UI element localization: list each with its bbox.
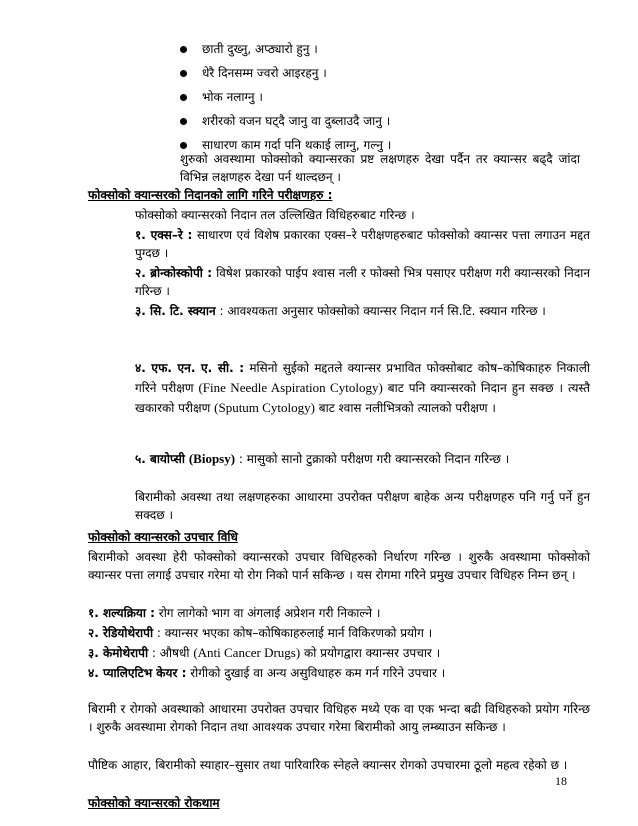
item-label: १. शल्यक्रिया : bbox=[88, 606, 155, 620]
page-number: 18 bbox=[555, 774, 567, 788]
diagnosis-heading: फोक्सोको क्यान्सरको निदानको लागि गरिने परीक्षणहरु : bbox=[88, 188, 333, 202]
treatment-heading: फोक्सोको क्यान्सरको उपचार विधि bbox=[88, 530, 238, 544]
bullet-icon bbox=[180, 94, 187, 101]
item-label: ३. केमोथेरापी bbox=[88, 646, 149, 660]
biopsy-item: ५. बायोप्सी (Biopsy) : मासुको सानो टुक्राको परीक्षण गरी क्यान्सरको निदान गरिन्छ । bbox=[135, 451, 510, 466]
diagnosis-closing: बिरामीको अवस्था तथा लक्षणहरुका आधारमा उपरोक्त परीक्षण बाहेक अन्य परीक्षणहरु पनि गर्नु पर्ने हुन सक्दछ । bbox=[135, 490, 590, 522]
treatment-intro: बिरामीको अवस्था हेरी फोक्सोको क्यान्सरको उपचार विधिहरुको निर्धारण गरिन्छ । शुरुकै अवस्थामा फोक्सोको क्यान्सर पत्ता लगाई उपचार गरेमा यो रोग निको पार्न सकिन्छ । यस रोगमा गरिने प्रमुख उपचार विधिहरु निम्न छन् । bbox=[88, 550, 590, 582]
treatment-paragraph: बिरामी र रोगको अवस्थाको आधारमा उपरोक्त उपचार विधिहरु मध्ये एक वा एक भन्दा बढी विधिहरुको प्रयोग गरिन्छ । शुरुकै अवस्थामा रोगको निदान तथा आवश्यक उपचार गरेमा बिरामीको आयु लम्ब्याउन सकिन्छ । bbox=[88, 702, 590, 734]
symptom-list bbox=[180, 40, 620, 154]
bullet-icon bbox=[180, 118, 187, 125]
list-item: साधारण काम गर्दा पनि थकाई लाग्नु, गल्नु । bbox=[180, 136, 620, 154]
item-label: १. एक्स–रे : bbox=[135, 228, 193, 242]
list-item: भोक नलाग्नु । bbox=[180, 88, 620, 106]
prevention-heading: फोक्सोको क्यान्सरको रोकथाम bbox=[88, 796, 220, 810]
treatment-item: १. शल्यक्रिया : रोग लागेको भाग वा अंगलाई अप्रेशन गरी निकाल्ने । bbox=[88, 606, 381, 620]
item-label: २. रेडियोथेरापी bbox=[88, 626, 154, 640]
bullet-icon bbox=[180, 70, 187, 77]
diagnosis-item bbox=[135, 226, 590, 262]
item-label: ४. एफ. एन. ए. सी. : bbox=[135, 361, 245, 375]
list-item: शरीरको वजन घट्दै जानु वा दुब्लाउदै जानु । bbox=[180, 112, 620, 130]
treatment-item: ३. केमोथेरापी : औषधी (Anti Cancer Drugs) को प्रयोगद्वारा क्यान्सर उपचार । bbox=[88, 645, 441, 660]
diagnosis-item bbox=[135, 264, 590, 300]
item-label: ३. सि. टि. स्क्यान bbox=[135, 304, 216, 318]
diagnosis-item bbox=[135, 302, 590, 320]
treatment-item: २. रेडियोथेरापी : क्यान्सर भएका कोष–कोषिकाहरुलाई मार्न विकिरणको प्रयोग । bbox=[88, 626, 433, 640]
bullet-icon bbox=[180, 46, 187, 53]
diagnosis-intro: फोक्सोको क्यान्सरको निदान तल उल्लिखित विधिहरुबाट गरिन्छ । bbox=[135, 208, 415, 222]
item-text: : आवश्यकता अनुसार फोक्सोको क्यान्सर निदान गर्न सि.टि. स्क्यान गरिन्छ । bbox=[219, 304, 546, 318]
treatment-item: ४. प्यालिएटिभ केयर : रोगीको दुखाई वा अन्य असुविधाहरु कम गर्न गरिने उपचार । bbox=[88, 666, 446, 680]
intro-paragraph: शुरुको अवस्थामा फोक्सोको क्यान्सरका प्रष्ट लक्षणहरु देखा पर्दैन तर क्यान्सर बढ्दै जांदा विभिन्न लक्षणहरु देखा पर्न थाल्दछन् । bbox=[180, 152, 580, 184]
item-text: साधारण एवं विशेष प्रकारका एक्स–रे परीक्षणहरुबाट फोक्सोको क्यान्सर पत्ता लगाउन मद्दत पुग्दछ । bbox=[135, 228, 590, 260]
fna-item: ४. एफ. एन. ए. सी. : मसिनो सुईको मद्दतले क्यान्सर प्रभावित फोक्सोबाट कोष–कोषिकाहरु निकाली गरिने परीक्षण (Fine Needle Aspiration Cytology) बाट पनि क्यान्सरको निदान हुन सक्छ । त्यस्तै खकारको परीक्षण (Sputum Cytology) बाट श्वास नलीभित्रको त्यालको परीक्षण । bbox=[135, 361, 590, 415]
bullet-icon bbox=[180, 142, 187, 149]
item-text: विषेश प्रकारको पाईप श्वास नली र फोक्सो भित्र पसाएर परीक्षण गरी क्यान्सरको निदान गरिन्छ । bbox=[135, 266, 590, 298]
list-item: धेरै दिनसम्म ज्वरो आइरहनु । bbox=[180, 64, 620, 82]
item-label: २. ब्रोन्कोस्कोपी : bbox=[135, 266, 213, 280]
nutrition-paragraph: पौष्टिक आहार, बिरामीको स्याहार–सुसार तथा पारिवारिक स्नेहले क्यान्सर रोगको उपचारमा ठूलो महत्व रहेको छ । bbox=[88, 758, 568, 772]
item-label: ४. प्यालिएटिभ केयर : bbox=[88, 666, 187, 680]
item-label: ५. बायोप्सी bbox=[135, 452, 185, 466]
list-item: छाती दुख्नु, अप्ठ्यारो हुनु । bbox=[180, 40, 620, 58]
